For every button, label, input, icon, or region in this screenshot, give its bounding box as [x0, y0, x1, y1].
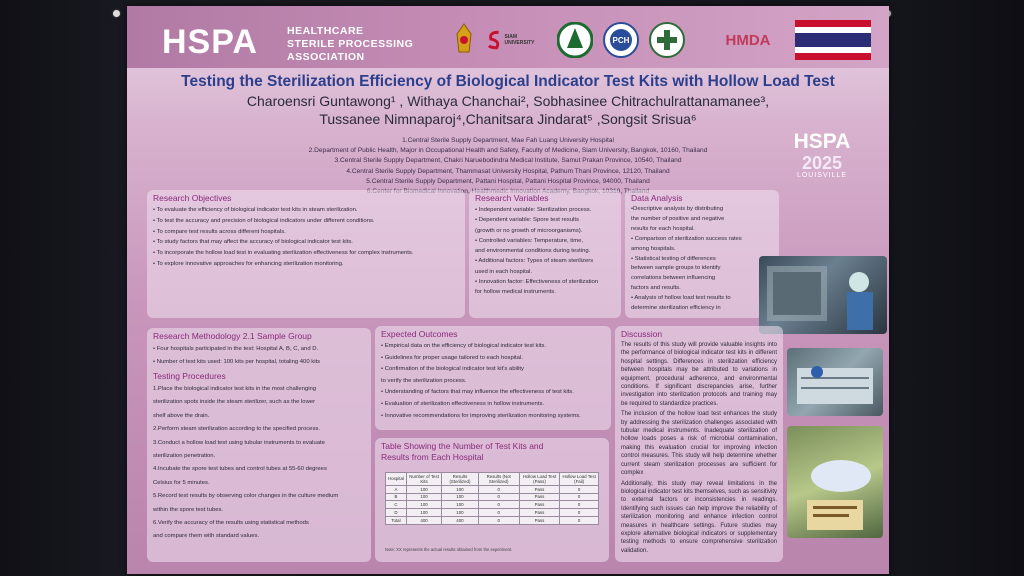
list-item: • Independent variable: Sterilization process. — [475, 207, 592, 213]
table-cell: 400 — [406, 516, 441, 524]
table-cell: 100 — [442, 485, 478, 493]
list-item: • To incorporate the hollow load test in evaluating sterilization effectiveness for complex instruments. — [153, 250, 414, 257]
column-header: Hollow Load Test (Fail) — [560, 473, 599, 486]
association-line-2: STERILE PROCESSING — [287, 38, 414, 50]
affiliations — [217, 136, 799, 197]
methodology-panel — [147, 328, 371, 562]
list-item: • To test the accuracy and precision of biological indicators under different conditions. — [153, 217, 375, 224]
list-item: • Understanding of factors that may influence the effectiveness of test kits. — [381, 389, 574, 396]
emblem-logo — [449, 22, 479, 58]
event-name: HSPA — [793, 130, 851, 153]
author-list — [167, 92, 849, 128]
column-header: Hospital — [386, 473, 407, 486]
list-item: • Empirical data on the efficiency of biological indicator test kits. — [381, 343, 547, 349]
association-line-3: ASSOCIATION — [287, 51, 365, 63]
pushpin — [113, 10, 120, 17]
section-heading: Research Objectives — [153, 193, 232, 203]
table-cell: 0 — [560, 501, 599, 509]
sterilizer-photo — [759, 256, 887, 334]
authors-line-2: Tussanee Nimnaparoj⁴,Chanitsara Jindarat⁵ ,Songsit Srisua⁶ — [319, 111, 697, 127]
table-cell: 0 — [478, 509, 519, 517]
list-item: • Confirmation of the biological indicator test kit's ability — [381, 366, 524, 373]
hospital-seal-logo — [601, 22, 641, 58]
list-item: between sample groups to identify — [631, 265, 721, 272]
table-cell: A — [386, 485, 407, 493]
table-cell: Pass — [519, 509, 559, 517]
procedure-step: within the spore test tubes. — [153, 506, 224, 513]
procedure-step: 6.Verify the accuracy of the results using statistical methods — [153, 520, 309, 527]
table-row — [386, 493, 599, 501]
list-item: • Comparison of sterilization success rates — [631, 235, 742, 242]
table-row — [386, 516, 599, 524]
table-cell: 0 — [560, 485, 599, 493]
list-item: (growth or no growth of microorganisms). — [475, 227, 583, 234]
table-cell: 0 — [560, 516, 599, 524]
procedure-step: shelf above the drain. — [153, 412, 210, 419]
association-name — [287, 25, 413, 64]
table-cell: 100 — [406, 493, 441, 501]
list-item: • Four hospitals participated in the test: Hospital A, B, C, and D. — [153, 346, 319, 352]
authors-line-1: Charoensri Guntawong¹ , Withaya Chanchai², Sobhasinee Chitrachulrattanamanee³, — [246, 93, 770, 109]
list-item: determine sterilization efficiency in — [631, 305, 721, 312]
list-item: • Statistical testing of differences — [631, 255, 716, 262]
biological-indicator-photo — [787, 426, 883, 538]
poster-title: Testing the Sterilization Efficiency of Biological Indicator Test Kits with Hollow Load Test — [181, 73, 835, 90]
table-cell: 400 — [442, 516, 478, 524]
list-item: • Number of test kits used: 100 kits per hospital, totaling 400 kits — [153, 359, 321, 365]
procedure-step: 1.Place the biological indicator test kits in the most challenging — [153, 386, 317, 392]
table-cell: 0 — [560, 493, 599, 501]
table-row — [386, 485, 599, 493]
table-cell: Total — [386, 516, 407, 524]
list-item: • To explore innovative approaches for enhancing sterilization monitoring. — [153, 260, 344, 267]
list-item: • Analysis of hollow load test results to — [631, 295, 731, 302]
table-cell: 0 — [478, 485, 519, 493]
list-item: • To compare test results across different hospitals. — [153, 228, 286, 235]
list-item: • To study factors that may affect the accuracy of biological indicator test kits. — [153, 239, 353, 246]
instrument-tray-photo — [787, 348, 883, 416]
table-cell: Pass — [519, 516, 559, 524]
list-item: and environmental conditions during testing. — [475, 248, 591, 255]
event-city: LOUISVILLE — [796, 172, 848, 179]
affiliation: 2.Department of Public Health, Major in Occupational Health and Safety, Faculty of Medicine, Siam University, Bangkok, 10160, Thailand — [308, 147, 708, 155]
event-year: 2025 — [801, 153, 843, 173]
procedure-step: sterilization penetration. — [153, 453, 216, 460]
expected-outcomes-panel — [375, 326, 611, 430]
section-heading: Discussion — [621, 329, 663, 339]
list-item: • To evaluate the efficiency of biological indicator test kits in steam sterilization. — [153, 207, 358, 213]
affiliation: 4.Central Sterile Supply Department, Thammasat University Hospital, Pathum Thani Province, 12120, Thailand — [346, 167, 670, 175]
list-item: • Guidelines for proper usage tailored to each hospital. — [381, 354, 523, 361]
procedure-step: and compare them with standard values. — [153, 533, 260, 540]
table-row — [386, 509, 599, 517]
section-heading: Expected Outcomes — [381, 329, 458, 339]
list-item: • Innovation factor: Effectiveness of sterilization — [475, 279, 599, 286]
procedure-step: 4.Incubate the spore test tubes and control tubes at 55-60 degrees — [153, 466, 327, 473]
list-item: •Descriptive analysis by distributing — [631, 206, 724, 212]
list-item: • Controlled variables: Temperature, time, — [475, 237, 584, 244]
research-objectives-panel — [147, 190, 465, 318]
procedure-step: Celsius for 5 minutes. — [153, 479, 210, 486]
table-note: Note: XX represents the actual results obtained from the experiment. — [385, 547, 513, 552]
event-logo — [777, 130, 867, 179]
research-poster — [127, 6, 889, 574]
list-item: among hospitals. — [631, 245, 676, 252]
list-item: • Evaluation of sterilization effectiveness in hollow instruments. — [381, 400, 545, 407]
column-header: Number of Test Kits — [406, 473, 441, 486]
siam-university-label: SIAM UNIVERSITY — [504, 34, 535, 46]
list-item: factors and results. — [631, 285, 681, 292]
table-cell: 100 — [406, 509, 441, 517]
list-item: correlations between influencing — [631, 275, 716, 282]
list-item: results for each hospital. — [631, 225, 695, 232]
list-item: • Innovative recommendations for improving sterilization monitoring systems. — [381, 412, 581, 419]
association-line-1: HEALTHCARE — [287, 25, 364, 37]
table-header-row — [386, 473, 599, 486]
table-cell: Pass — [519, 493, 559, 501]
table-cell: 100 — [442, 493, 478, 501]
discussion-paragraph: The results of this study will provide valuable insights into the performance of biological indicator test kits in different hospital settings. Differences in sterilization efficiency between hospitals may be attributed to variations in equipment, procedural adherence, and environmental conditions. If significant discrepancies arise, further investigation into sterilization protocols and training may be required to standardize practices. — [621, 342, 777, 407]
table-cell: Pass — [519, 485, 559, 493]
siam-university-logo — [487, 22, 547, 58]
list-item: used in each hospital. — [475, 268, 532, 275]
column-header: Results (Sterilized) — [442, 473, 478, 486]
table-cell: B — [386, 493, 407, 501]
data-analysis-panel — [625, 190, 779, 318]
table-cell: 100 — [406, 501, 441, 509]
cross-seal-logo — [647, 22, 687, 58]
section-heading: Research Methodology 2.1 Sample Group — [153, 331, 312, 341]
list-item: the number of positive and negative — [631, 215, 725, 222]
results-table — [385, 472, 599, 525]
discussion-panel — [615, 326, 783, 562]
table-row — [386, 501, 599, 509]
affiliation: 1.Central Sterile Supply Department, Mae Fah Luang University Hospital — [402, 137, 614, 144]
affiliation: 3.Central Sterile Supply Department, Chakri Naruebodindra Medical Institute, Samut Prakan Province, 10540, Thailand — [334, 157, 682, 165]
section-heading: Research Variables — [475, 193, 549, 203]
procedure-step: sterilization spots inside the steam sterilizer, such as the lower — [153, 399, 316, 406]
discussion-paragraph: Additionally, this study may reveal limitations in the biological indicator test kits themselves, such as sensitivity to external factors or inconsistencies in readings. Identifying such issues can help improve the reliability of sterilization monitoring and enhance infection control measures in healthcare settings. Future studies may explore alternative biological indicators or supplementary testing methods to ensure comprehensive sterilization validation. — [621, 480, 777, 554]
hspa-logo-text: HSPA — [162, 23, 258, 61]
svg-text:PCH: PCH — [612, 36, 630, 45]
table-cell: C — [386, 501, 407, 509]
section-heading: Testing Procedures — [153, 371, 226, 381]
university-seal-logo — [555, 22, 595, 58]
table-cell: 0 — [478, 516, 519, 524]
procedure-step: 3.Conduct a hollow load test using tubular instruments to evaluate — [153, 439, 325, 446]
table-cell: 100 — [406, 485, 441, 493]
discussion-paragraph: The inclusion of the hollow load test enhances the study by addressing the sterilization challenges associated with tubular medical instruments. Inadequate sterilization of hollow loads poses a risk of microbial contamination, making this evaluation crucial for improving infection control measures. This study will help determine whether current steam sterilization processes are sufficient for complex — [621, 411, 777, 477]
table-cell: D — [386, 509, 407, 517]
list-item: • Additional factors: Types of steam sterilizers — [475, 258, 594, 265]
section-heading: Table Showing the Number of Test Kits and Results from Each Hospital — [381, 441, 544, 462]
table-cell: 0 — [478, 493, 519, 501]
table-cell: 0 — [560, 509, 599, 517]
list-item: to verify the sterilization process. — [381, 377, 467, 384]
table-cell: 100 — [442, 509, 478, 517]
column-header: Hollow Load Test (Pass) — [519, 473, 559, 486]
thai-flag — [795, 20, 871, 60]
affiliation: 5.Central Sterile Supply Department, Pattani Hospital, Pattani Hospital Province, 94000, Thailand — [366, 177, 650, 185]
research-variables-panel — [469, 190, 621, 318]
list-item: • Dependent variable: Spore test results — [475, 217, 579, 224]
table-cell: Pass — [519, 501, 559, 509]
column-header: Results (Not Sterilized) — [478, 473, 519, 486]
table-cell: 100 — [442, 501, 478, 509]
table-cell: 0 — [478, 501, 519, 509]
hmda-logo: HMDA — [725, 31, 771, 49]
section-heading: Data Analysis — [631, 193, 683, 203]
procedure-step: 5.Record test results by observing color changes in the culture medium — [153, 493, 339, 500]
procedure-step: 2.Perform steam sterilization according to the specified process. — [153, 426, 320, 433]
list-item: for hollow medical instruments. — [475, 289, 556, 296]
